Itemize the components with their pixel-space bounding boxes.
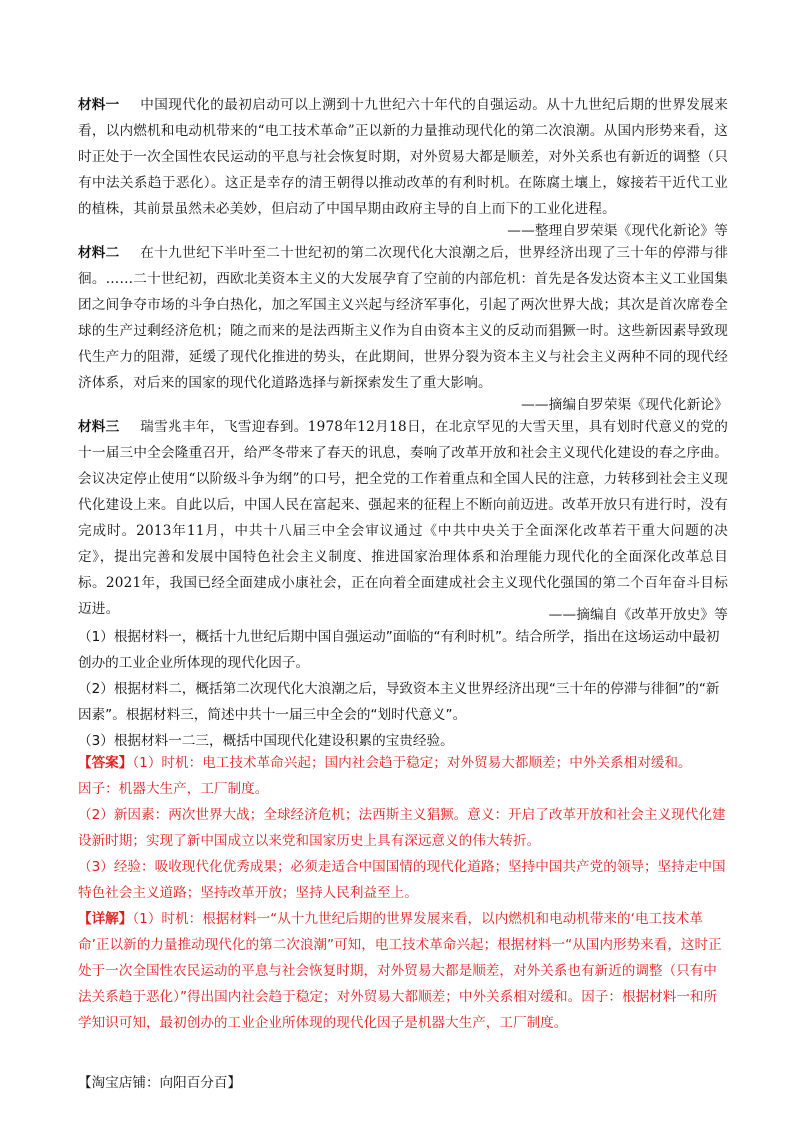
- material-1-text: 中国现代化的最初启动可以上溯到十九世纪六十年代的自强运动。从十九世纪后期的世界发展来看，以内燃机和电动机带来的“电工技术革命”正以新的力量推动现代化的第二次浪潮。从国内形势来看，这时正处于一次全国性农民运动的平息与社会恢复时期，对外贸易大都是顺差，对外关系也有新近的调整（只有中法关系趋于恶化）。这正是幸存的清王朝得以推动改革的有利时机。在陈腐土壤上，嫁接若干近代工业的植株，其前景虽然未必美妙，但启动了中国早期由政府主导的自上而下的工业化进程。: [78, 97, 728, 217]
- detail-tag: 【详解】: [78, 911, 133, 927]
- question-2: （2）根据材料二，概括第二次现代化大浪潮之后，导致资本主义世界经济出现“三十年的停滞与徘徊”的“新因素”。根据材料三，简述中共十一届三中全会的“划时代意义”。: [78, 681, 720, 723]
- question-3: （3）根据材料一二三，概括中国现代化建设积累的宝贵经验。: [78, 733, 454, 749]
- material-2: [78, 240, 728, 396]
- answer-tag: 【答案】: [78, 755, 133, 771]
- answer-line-1: （1）时机：电工技术革命兴起；国内社会趋于稳定；对外贸易大都顺差；中外关系相对缓和。: [132, 755, 692, 771]
- detail-section: [78, 906, 728, 1036]
- material-3-source: ——摘编自《改革开放史》等: [548, 607, 728, 623]
- question-1: （1）根据材料一，概括十九世纪后期中国自强运动”面临的“有利时机”。结合所学，指出在这场运动中最初创办的工业企业所体现的现代化因子。: [78, 629, 720, 671]
- material-1-label: 材料一: [78, 97, 120, 113]
- answer-section: [78, 750, 728, 906]
- material-2-label: 材料二: [78, 245, 120, 261]
- material-3-text: 瑞雪兆丰年，飞雪迎春到。1978年12月18日，在北京罕见的大雪天里，具有划时代意义的党的十一届三中全会隆重召开，给严冬带来了春天的讯息，奏响了改革开放和社会主义现代化建设的春之序曲。会议决定停止使用“以阶级斗争为纲”的口号，把全党的工作着重点和全国人民的注意，力转移到社会主义现代化建设上来。自此以后，中国人民在富起来、强起来的征程上不断向前迈进。改革开放只有进行时，没有完成时。2013年11月，中共十八届三中全会审议通过《中共中央关于全面深化改革若干重大问题的决定》，提出完善和发展中国特色社会主义制度、推进国家治理体系和治理能力现代化的全面深化改革总目标。2021年，我国已经全面建成小康社会，正在向着全面建成社会主义现代化强国的第二个百年奋斗目标迈进。: [78, 419, 728, 617]
- footer-shop-label: 【淘宝店铺：向阳百分百】: [78, 1075, 242, 1091]
- detail-text: （1）时机：根据材料一“从十九世纪后期的世界发展来看，以内燃机和电动机带来的‘电工技术革命’正以新的力量推动现代化的第二次浪潮”可知，电工技术革命兴起；根据材料一“从国内形势来看，这时正处于一次全国性农民运动的平息与社会恢复时期，对外贸易大都是顺差，对外关系也有新近的调整（只有中法关系趋于恶化）”得出国内社会趋于稳定；对外贸易大都顺差；中外关系相对缓和。因子：根据材料一和所学知识可知，最初创办的工业企业所体现的现代化因子是机器大生产，工厂制度。: [78, 911, 722, 1031]
- answer-line-3: （2）新因素：两次世界大战；全球经济危机；法西斯主义猖獗。意义：开启了改革开放和社会主义现代化建设新时期；实现了新中国成立以来党和国家历史上具有深远意义的伟大转折。: [78, 807, 726, 849]
- questions: [78, 624, 728, 754]
- answer-line-2: 因子：机器大生产，工厂制度。: [78, 781, 269, 797]
- material-2-text: 在十九世纪下半叶至二十世纪初的第二次现代化大浪潮之后，世界经济出现了三十年的停滞与徘徊。……二十世纪初，西欧北美资本主义的大发展孕育了空前的内部危机：首先是各发达资本主义工业国集团之间争夺市场的斗争白热化，加之军国主义兴起与经济军事化，引起了两次世界大战；其次是首次席卷全球的生产过剩经济危机；随之而来的是法西斯主义作为自由资本主义的反动而猖獗一时。这些新因素导致现代生产力的阻滞，延缓了现代化推进的势头，在此期间，世界分裂为资本主义与社会主义两种不同的现代经济体系，对后来的国家的现代化道路选择与新探索发生了重大影响。: [78, 245, 728, 391]
- material-2-source: ——摘编自罗荣渠《现代化新论》: [521, 397, 728, 413]
- material-1-source: ——整理自罗荣渠《现代化新论》等: [507, 223, 728, 239]
- material-1: [78, 92, 728, 222]
- material-3-label: 材料三: [78, 419, 120, 435]
- material-3: [78, 414, 728, 622]
- answer-line-4: （3）经验：吸收现代化优秀成果；必须走适合中国国情的现代化道路；坚持中国共产党的领导；坚持走中国特色社会主义道路；坚持改革开放；坚持人民利益至上。: [78, 859, 726, 901]
